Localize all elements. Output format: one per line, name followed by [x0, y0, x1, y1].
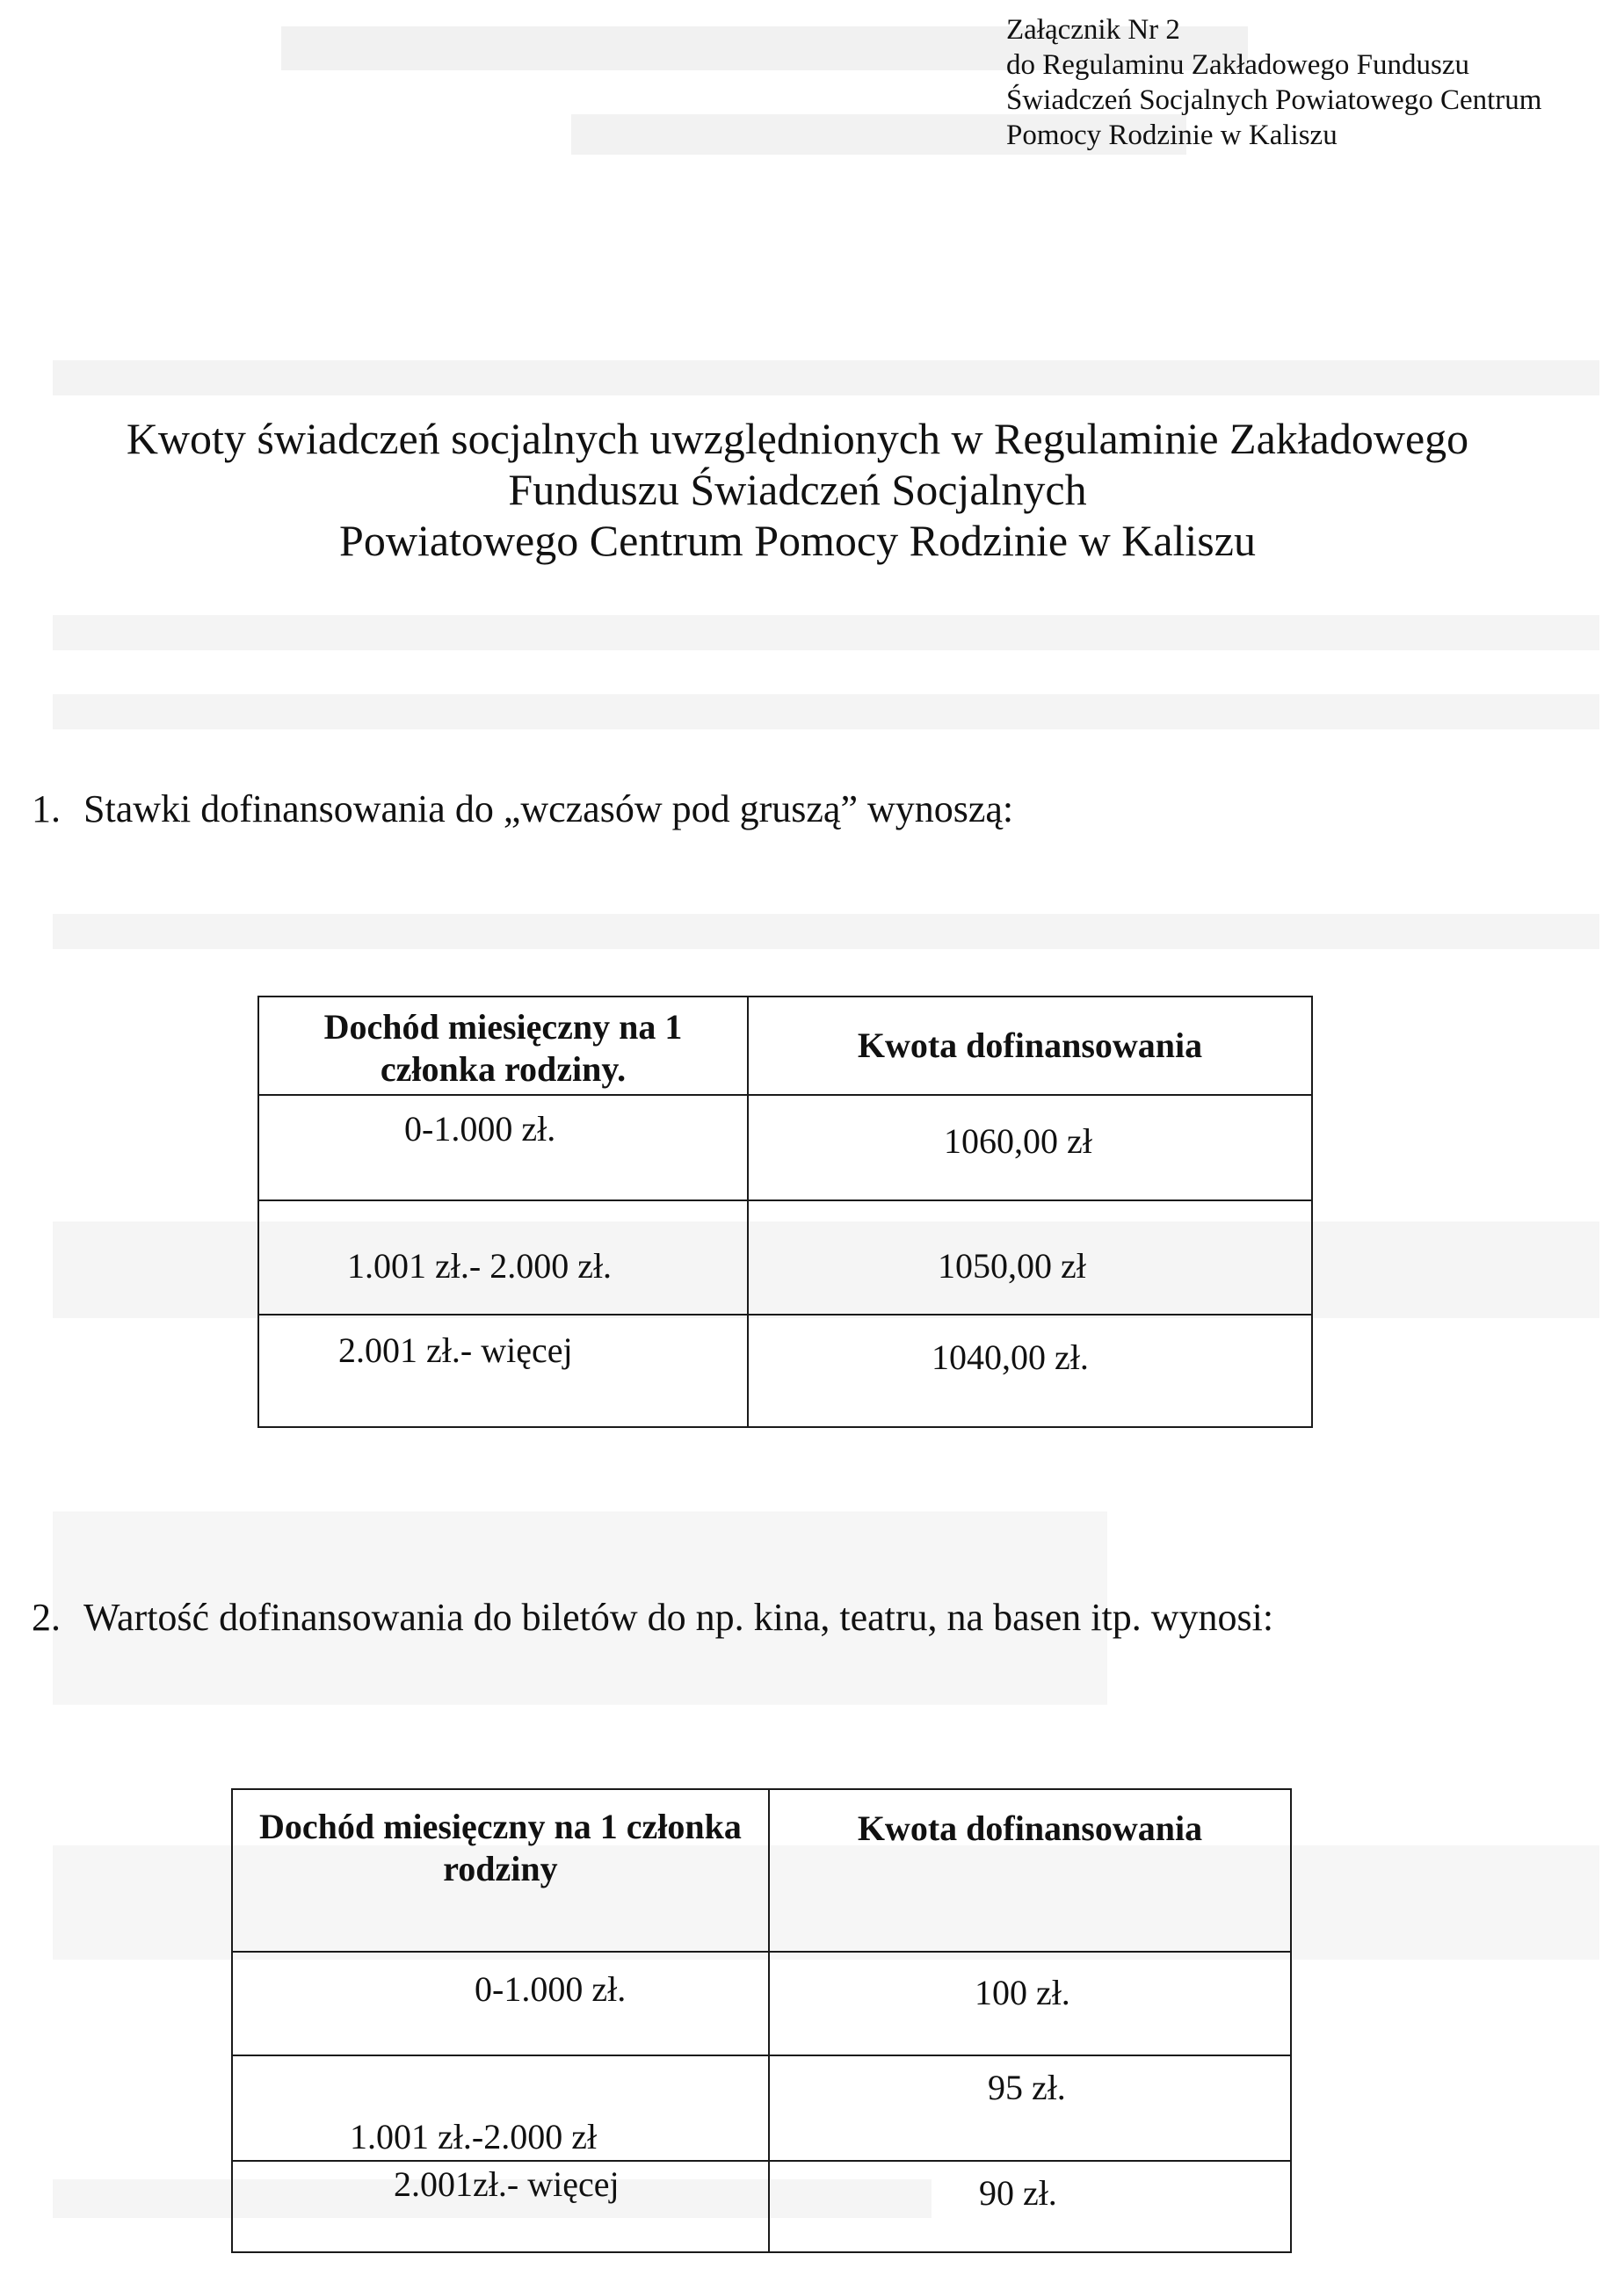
annex-note [1006, 12, 1541, 153]
annex-line: Pomocy Rodzinie w Kaliszu [1006, 120, 1338, 151]
amount-cell [748, 1315, 1312, 1427]
table-row [258, 1315, 1312, 1427]
header-income [232, 1789, 769, 1952]
income-cell [258, 1200, 748, 1315]
ticket-subsidy-table [231, 1788, 1292, 2253]
income-cell [232, 2055, 769, 2161]
table-header-row [232, 1789, 1291, 1952]
income-value: 0-1.000 zł. [475, 1969, 627, 2009]
title-line: Kwoty świadczeń socjalnych uwzględnionych w Regulaminie Zakładowego [126, 414, 1469, 463]
section-2-heading [32, 1595, 1273, 1640]
header-income [258, 997, 748, 1095]
header-income-label: Dochód miesięczny na 1 członka rodziny [259, 1807, 742, 1888]
section-heading-text: Wartość dofinansowania do biletów do np. kina, teatru, na basen itp. wynosi: [83, 1596, 1274, 1639]
bleed-through-mark [53, 615, 1599, 650]
income-value: 2.001zł.- więcej [394, 2164, 620, 2204]
annex-line: Świadczeń Socjalnych Powiatowego Centrum [1006, 84, 1542, 116]
amount-value: 1040,00 zł. [932, 1337, 1089, 1377]
amount-value: 95 zł. [987, 2068, 1066, 2107]
header-amount [769, 1789, 1291, 1952]
amount-cell [769, 2161, 1291, 2252]
annex-line: do Regulaminu Zakładowego Funduszu [1006, 49, 1470, 81]
section-heading-text: Stawki dofinansowania do „wczasów pod gruszą” wynoszą: [83, 787, 1014, 830]
bleed-through-mark [53, 360, 1599, 395]
annex-line: Załącznik Nr 2 [1006, 14, 1180, 46]
income-value: 2.001 zł.- więcej [338, 1330, 573, 1370]
income-value: 0-1.000 zł. [404, 1109, 556, 1149]
title-line: Funduszu Świadczeń Socjalnych [508, 465, 1087, 514]
header-amount-label: Kwota dofinansowania [857, 1808, 1203, 1848]
amount-value: 1060,00 zł [944, 1121, 1092, 1161]
amount-value: 1050,00 zł [938, 1246, 1086, 1286]
amount-value: 100 zł. [974, 1973, 1070, 2012]
document-title [0, 413, 1595, 566]
section-1-heading [32, 786, 1013, 831]
title-line: Powiatowego Centrum Pomocy Rodzinie w Kaliszu [339, 516, 1256, 565]
table-row [232, 2055, 1291, 2161]
income-value: 1.001 zł.- 2.000 zł. [347, 1246, 613, 1286]
income-value: 1.001 zł.-2.000 zł [350, 2117, 598, 2156]
amount-value: 90 zł. [978, 2173, 1057, 2213]
amount-cell [748, 1095, 1312, 1200]
amount-cell [748, 1200, 1312, 1315]
header-income-label: Dochód miesięczny na 1 członka rodziny. [323, 1007, 683, 1089]
header-amount [748, 997, 1312, 1095]
section-number: 1. [32, 787, 61, 830]
income-cell [258, 1315, 748, 1427]
header-amount-label: Kwota dofinansowania [857, 1026, 1203, 1065]
income-cell [232, 1952, 769, 2055]
amount-cell [769, 2055, 1291, 2161]
table-row [232, 1952, 1291, 2055]
holiday-subsidy-table [257, 996, 1313, 1428]
bleed-through-mark [53, 694, 1599, 729]
section-number: 2. [32, 1596, 61, 1639]
table-row [258, 1200, 1312, 1315]
bleed-through-mark [53, 914, 1599, 949]
table-row [258, 1095, 1312, 1200]
table-header-row [258, 997, 1312, 1095]
income-cell [232, 2161, 769, 2252]
amount-cell [769, 1952, 1291, 2055]
table-row [232, 2161, 1291, 2252]
income-cell [258, 1095, 748, 1200]
